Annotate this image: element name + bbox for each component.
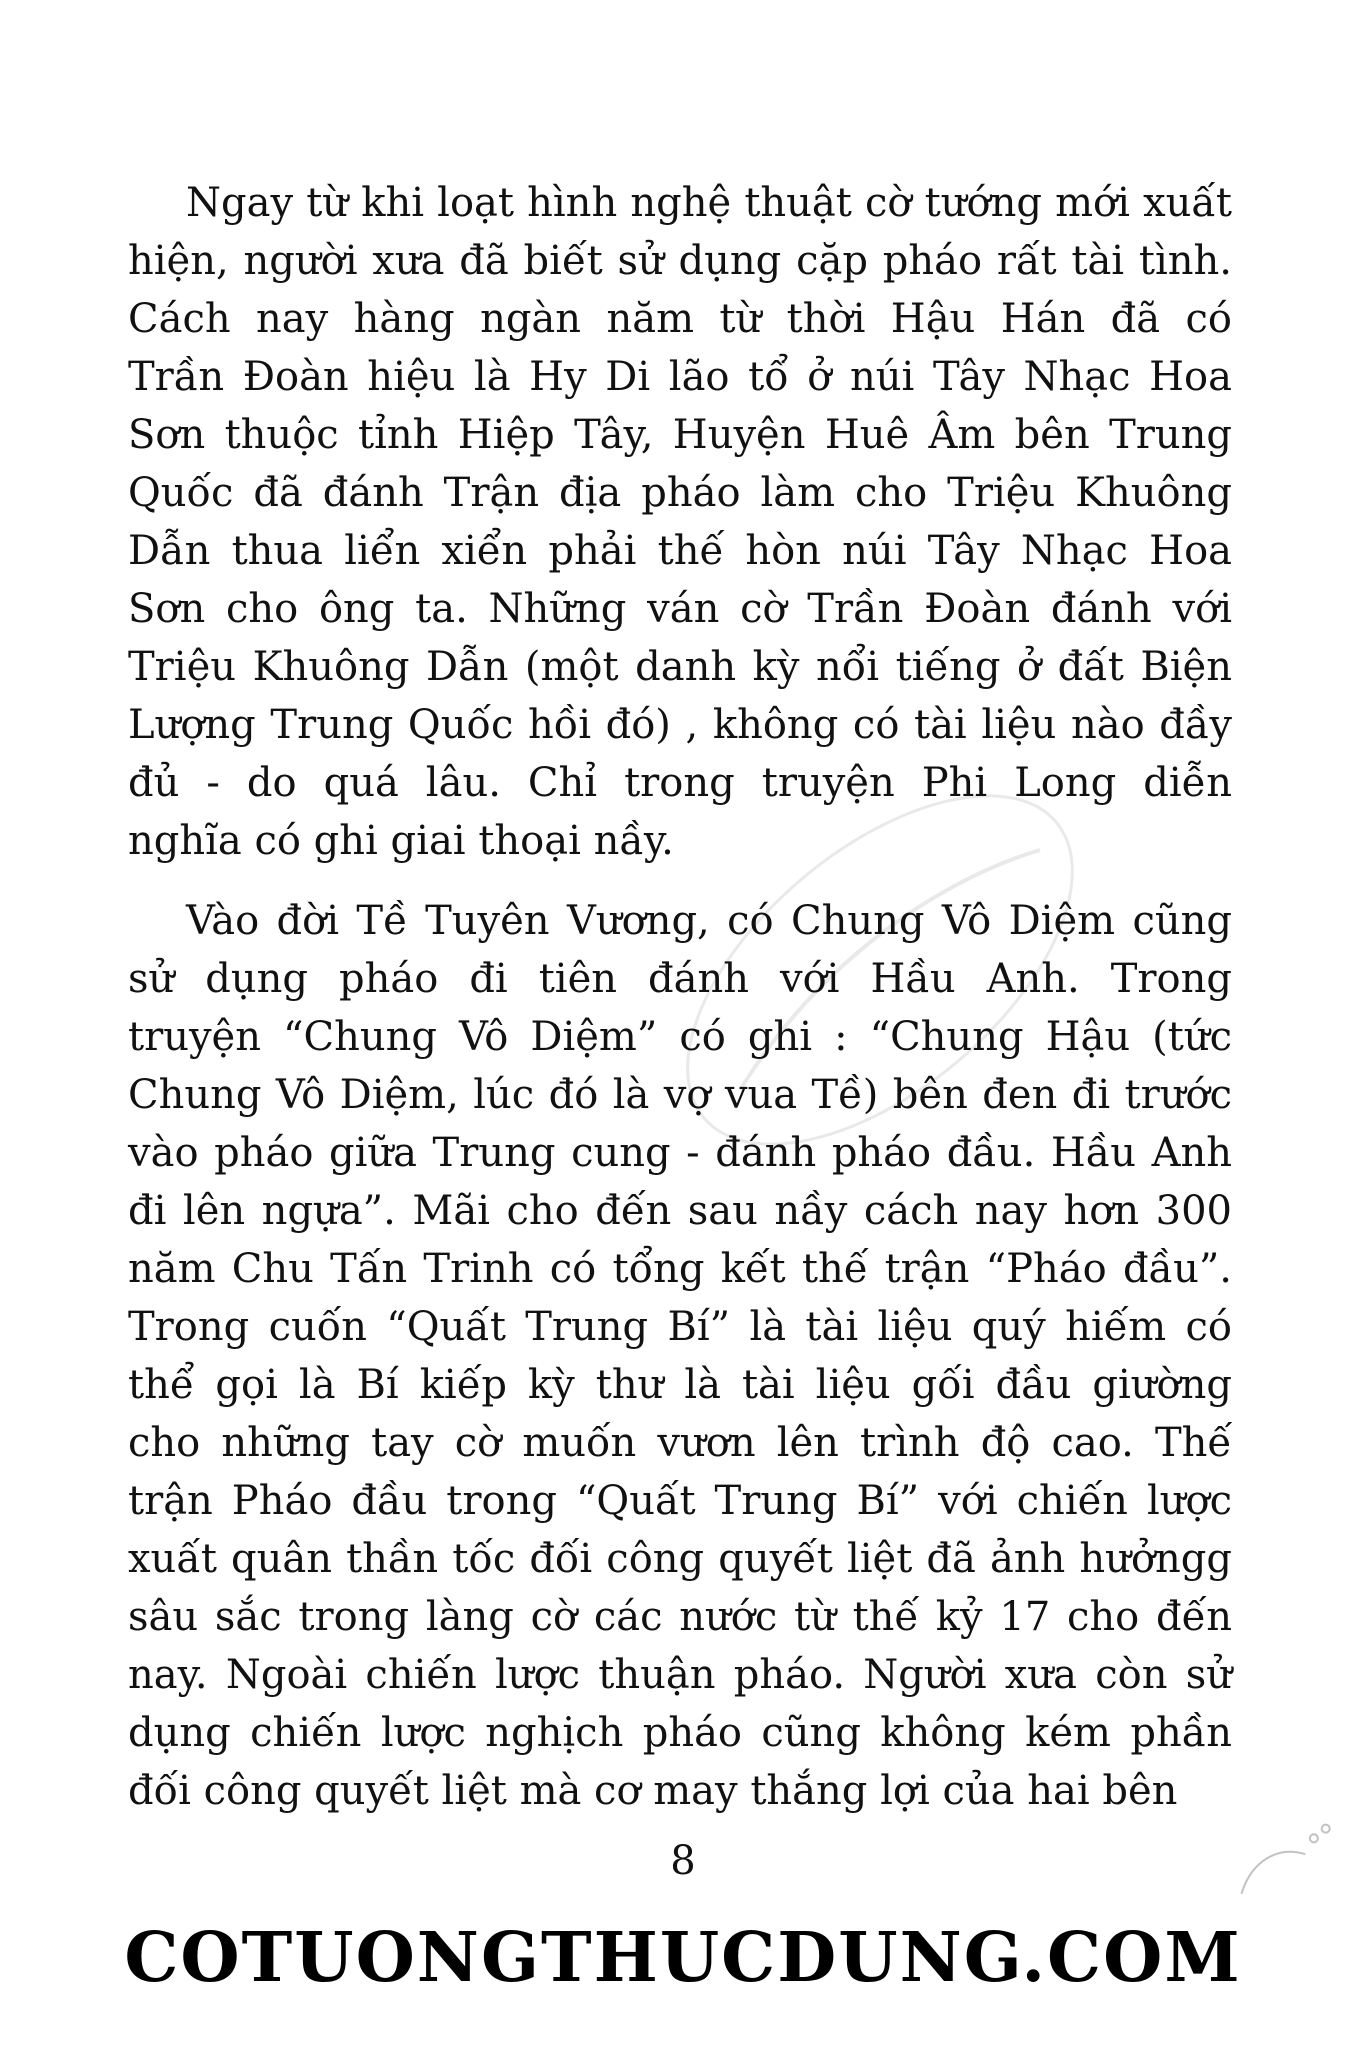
text-line: Dẫn thua liển xiển phải thế hòn núi Tây Nhạc Hoa — [128, 528, 1232, 574]
text-line: vào pháo giữa Trung cung - đánh pháo đầu. Hầu Anh — [128, 1130, 1232, 1176]
text-line: đi lên ngựa”. Mãi cho đến sau nầy cách nay hơn 300 — [128, 1188, 1232, 1234]
text-line: Trong cuốn “Quất Trung Bí” là tài liệu quý hiếm có — [128, 1304, 1232, 1350]
text-line: Sơn thuộc tỉnh Hiệp Tây, Huyện Huê Âm bên Trung — [128, 412, 1232, 458]
text-line: Trần Đoàn hiệu là Hy Di lão tổ ở núi Tây Nhạc Hoa — [128, 354, 1232, 400]
text-line: Ngay từ khi loạt hình nghệ thuật cờ tướng mới xuất — [186, 180, 1232, 226]
text-line: đủ - do quá lâu. Chỉ trong truyện Phi Long diễn — [128, 760, 1232, 806]
text-line: đối công quyết liệt mà cơ may thắng lợi của hai bên — [128, 1768, 1178, 1814]
text-line: dụng chiến lược nghịch pháo cũng không kém phần — [128, 1710, 1232, 1756]
text-line: hiện, người xưa đã biết sử dụng cặp pháo rất tài tình. — [128, 238, 1232, 284]
text-line: Cách nay hàng ngàn năm từ thời Hậu Hán đã có — [128, 296, 1232, 342]
text-line: Vào đời Tề Tuyên Vương, có Chung Vô Diệm cũng — [186, 898, 1232, 944]
page-number: 8 — [670, 1838, 696, 1884]
body-text — [128, 174, 1232, 1820]
text-line: trận Pháo đầu trong “Quất Trung Bí” với chiến lược — [128, 1478, 1232, 1524]
text-line: Quốc đã đánh Trận địa pháo làm cho Triệu Khuông — [128, 470, 1232, 516]
corner-watermark-icon — [1223, 1813, 1357, 1922]
paragraph — [128, 174, 1232, 870]
text-line: sâu sắc trong làng cờ các nước từ thế kỷ 17 cho đến — [128, 1594, 1232, 1640]
text-line: Lượng Trung Quốc hồi đó) , không có tài liệu nào đầy — [128, 702, 1232, 748]
site-banner: COTUONGTHUCDUNG.COM — [124, 1918, 1242, 1998]
text-line: nay. Ngoài chiến lược thuận pháo. Người xưa còn sử — [128, 1652, 1232, 1698]
text-line: Chung Vô Diệm, lúc đó là vợ vua Tề) bên đen đi trước — [128, 1072, 1232, 1118]
text-line: Triệu Khuông Dẫn (một danh kỳ nổi tiếng ở đất Biện — [128, 644, 1232, 690]
text-line: năm Chu Tấn Trinh có tổng kết thế trận “Pháo đầu”. — [128, 1246, 1232, 1292]
text-line: truyện “Chung Vô Diệm” có ghi : “Chung Hậu (tức — [128, 1014, 1232, 1060]
paragraph-gap — [128, 870, 1232, 892]
paragraph — [128, 892, 1232, 1820]
text-line: sử dụng pháo đi tiên đánh với Hầu Anh. Trong — [128, 956, 1232, 1002]
text-line: xuất quân thần tốc đối công quyết liệt đã ảnh hưởngg — [128, 1536, 1232, 1582]
text-line: cho những tay cờ muốn vươn lên trình độ cao. Thế — [128, 1420, 1232, 1466]
text-line: Sơn cho ông ta. Những ván cờ Trần Đoàn đánh với — [128, 586, 1232, 632]
text-line: nghĩa có ghi giai thoại nầy. — [128, 818, 674, 864]
text-line: thể gọi là Bí kiếp kỳ thư là tài liệu gối đầu giường — [128, 1362, 1232, 1408]
